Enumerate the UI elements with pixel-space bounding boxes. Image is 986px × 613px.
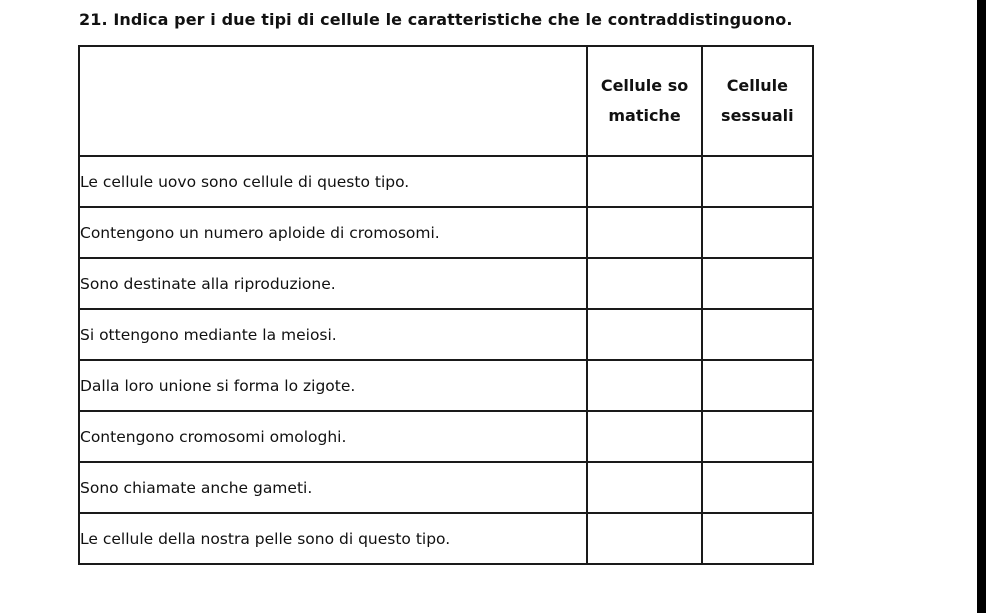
answer-cell-sexual[interactable] [702, 411, 813, 462]
row-statement: Le cellule della nostra pelle sono di questo tipo. [79, 513, 587, 564]
answer-cell-sexual[interactable] [702, 156, 813, 207]
row-statement: Le cellule uovo sono cellule di questo tipo. [79, 156, 587, 207]
table-row [79, 360, 813, 411]
answer-cell-somatic[interactable] [587, 360, 701, 411]
header-sexual-label: Cellule sessuali [721, 76, 794, 125]
answer-cell-sexual[interactable] [702, 462, 813, 513]
answer-cell-somatic[interactable] [587, 513, 701, 564]
header-somatic-cells [587, 46, 701, 156]
table-row [79, 258, 813, 309]
row-statement: Sono destinate alla riproduzione. [79, 258, 587, 309]
header-somatic-label: Cellule somatiche [600, 76, 689, 125]
table-row [79, 411, 813, 462]
table-header-row [79, 46, 813, 156]
answer-cell-somatic[interactable] [587, 462, 701, 513]
answer-cell-sexual[interactable] [702, 360, 813, 411]
answer-cell-somatic[interactable] [587, 309, 701, 360]
table-row [79, 207, 813, 258]
row-statement: Si ottengono mediante la meiosi. [79, 309, 587, 360]
answer-cell-somatic[interactable] [587, 156, 701, 207]
row-statement: Sono chiamate anche gameti. [79, 462, 587, 513]
answer-cell-sexual[interactable] [702, 513, 813, 564]
answer-cell-somatic[interactable] [587, 411, 701, 462]
answer-cell-sexual[interactable] [702, 207, 813, 258]
table-row [79, 513, 813, 564]
answer-cell-somatic[interactable] [587, 258, 701, 309]
table-row [79, 309, 813, 360]
question-title: 21. Indica per i due tipi di cellule le caratteristiche che le contraddistinguono. [79, 10, 793, 29]
table-row [79, 156, 813, 207]
screen-edge-bar [977, 0, 986, 613]
table-row [79, 462, 813, 513]
header-sexual-cells [702, 46, 813, 156]
answer-cell-sexual[interactable] [702, 258, 813, 309]
answer-cell-sexual[interactable] [702, 309, 813, 360]
header-statement-cell [79, 46, 587, 156]
characteristics-table [78, 45, 814, 565]
row-statement: Contengono cromosomi omologhi. [79, 411, 587, 462]
row-statement: Dalla loro unione si forma lo zigote. [79, 360, 587, 411]
answer-cell-somatic[interactable] [587, 207, 701, 258]
row-statement: Contengono un numero aploide di cromosomi. [79, 207, 587, 258]
